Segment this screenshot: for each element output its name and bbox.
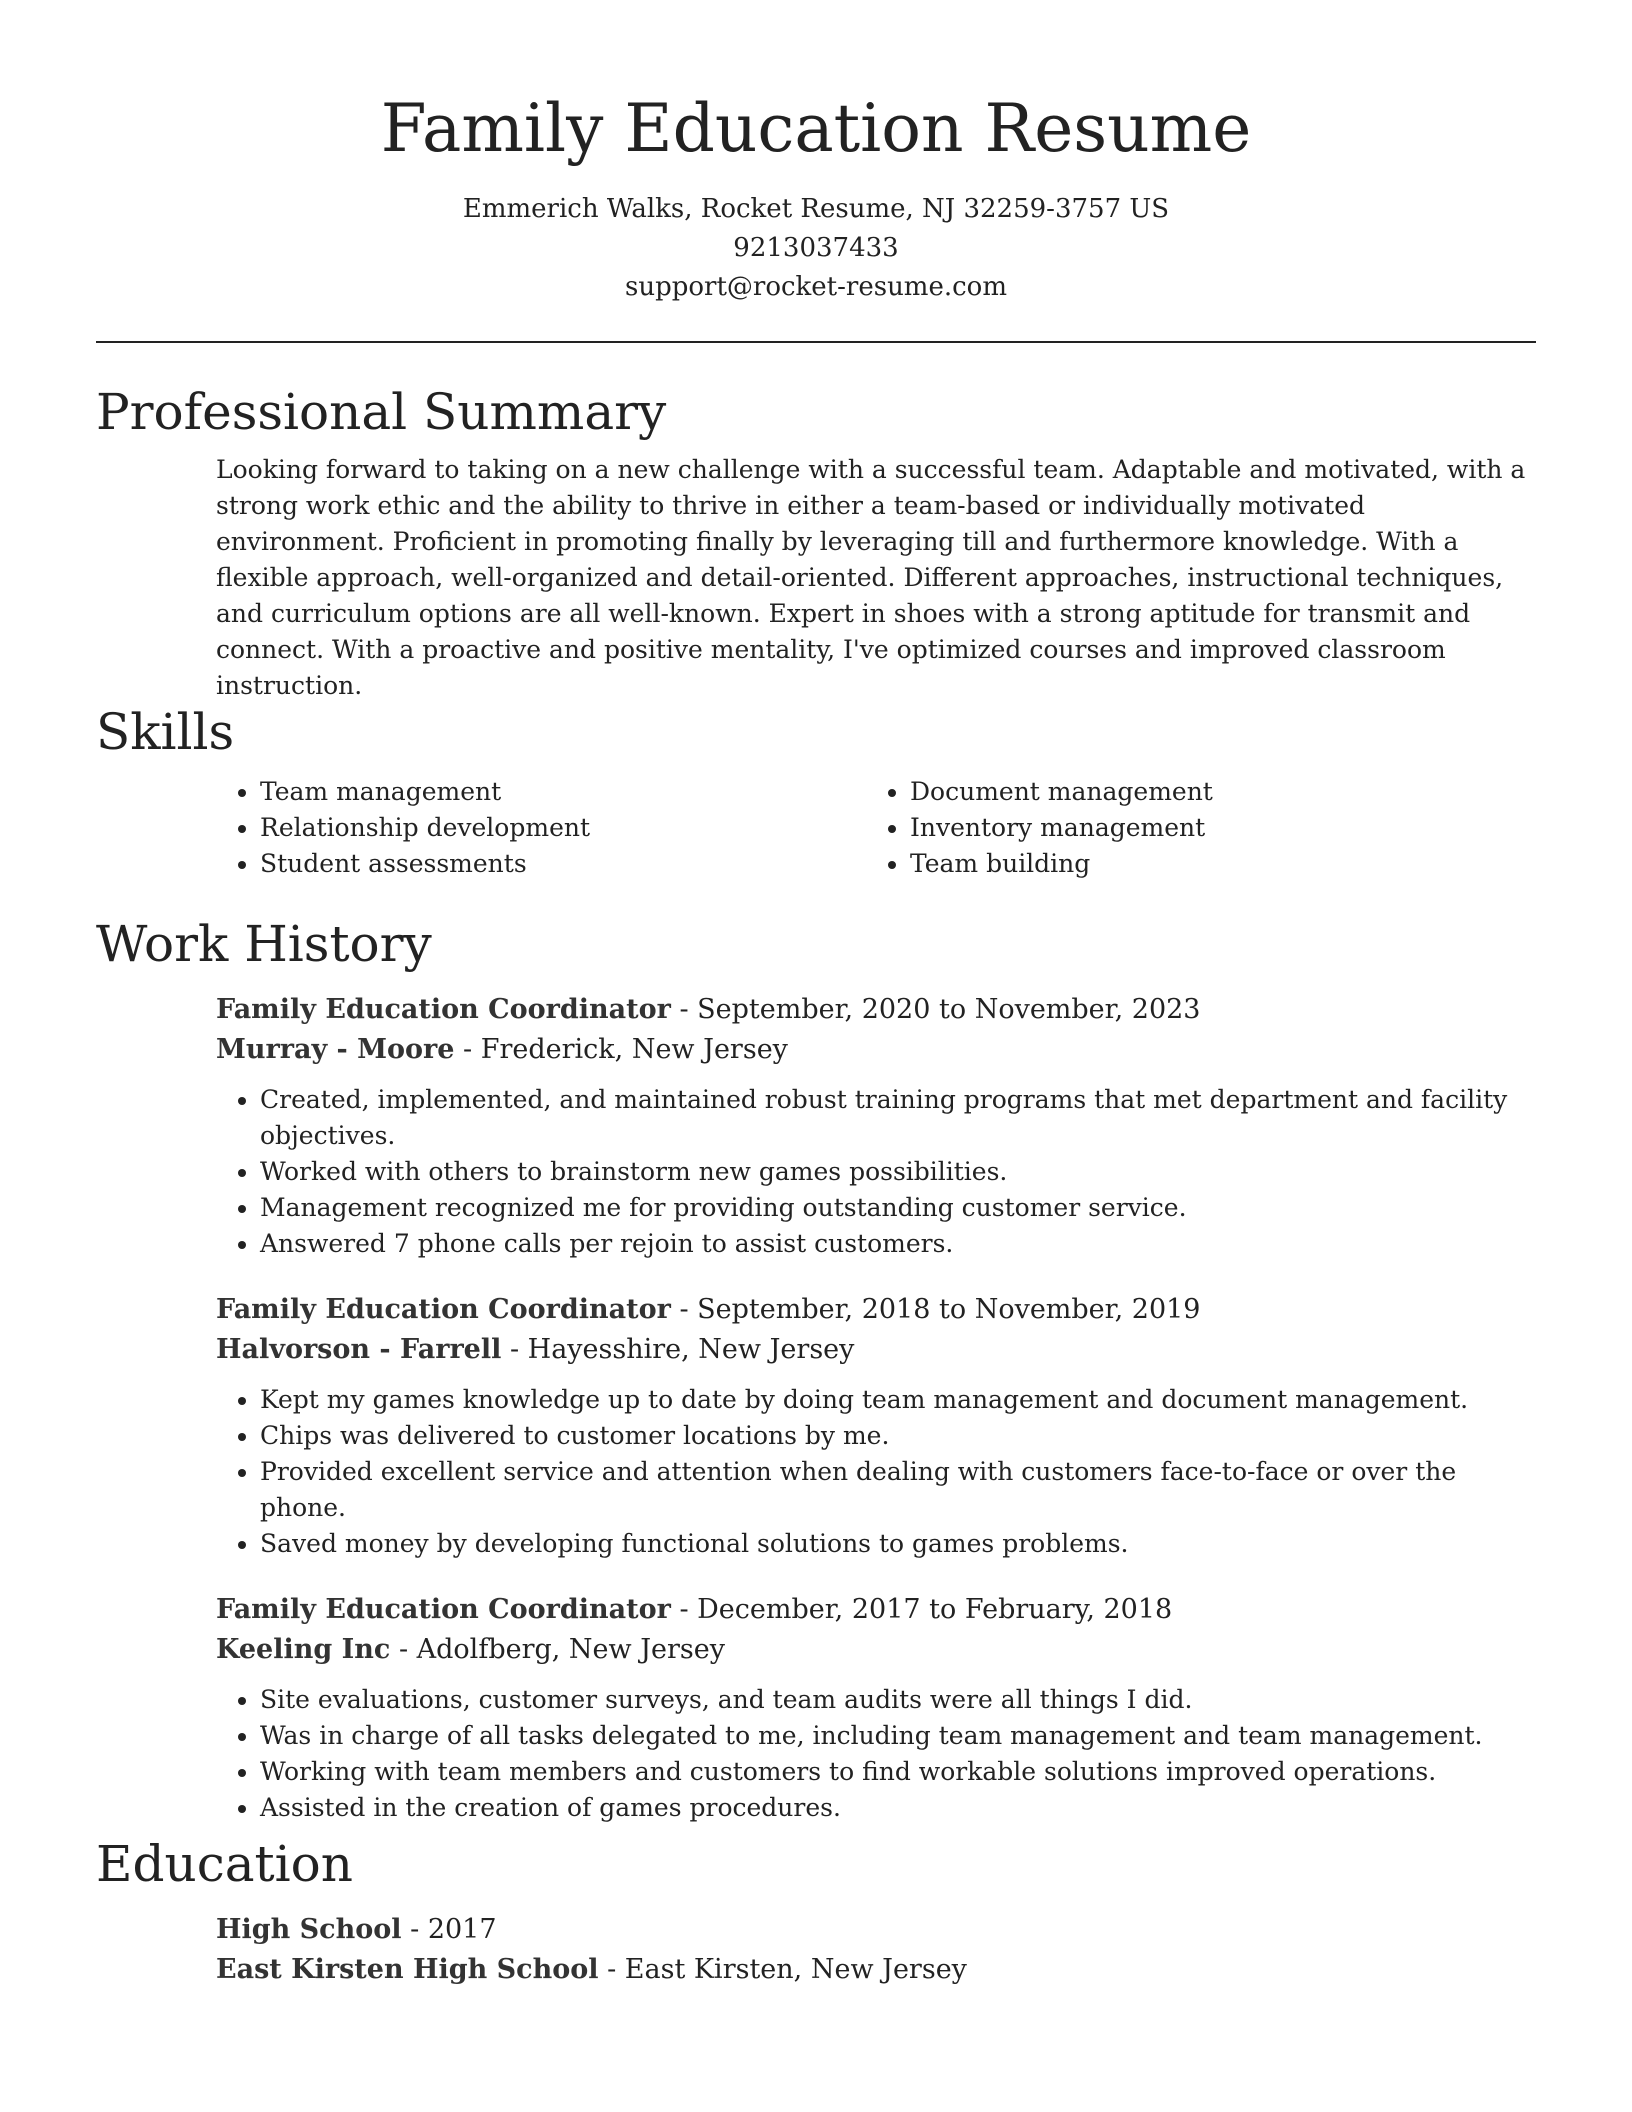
skills-body [216, 774, 1536, 882]
job-title-line [216, 990, 1536, 1030]
job-location: - Hayesshire, New Jersey [501, 1334, 855, 1365]
work-body [216, 990, 1536, 1826]
job-company: Murray - Moore [216, 1034, 455, 1065]
education-section [96, 1832, 1536, 1990]
job-bullet: • Management recognized me for providing outstanding customer service. [260, 1190, 1536, 1226]
job-entry [216, 1290, 1536, 1562]
job-bullet: • Chips was delivered to customer locations by me. [260, 1418, 1536, 1454]
job-dates: - December, 2017 to February, 2018 [670, 1594, 1173, 1625]
header-divider [96, 341, 1536, 343]
summary-title: Professional Summary [96, 383, 667, 441]
resume-title: Family Education Resume [380, 90, 1252, 167]
resume-header [0, 0, 1632, 307]
job-entry [216, 990, 1536, 1262]
job-bullet: • Working with team members and customers to find workable solutions improved operations. [260, 1754, 1536, 1790]
job-bullet: • Answered 7 phone calls per rejoin to assist customers. [260, 1226, 1536, 1262]
work-title: Work History [96, 915, 432, 973]
work-section [96, 912, 1536, 1826]
job-entry [216, 1590, 1536, 1826]
contact-block [0, 190, 1632, 307]
skills-column-right [866, 774, 1516, 882]
job-role: Family Education Coordinator [216, 1294, 671, 1325]
education-degree-line [216, 1910, 1536, 1950]
summary-text: Looking forward to taking on a new challenge with a successful team. Adaptable and motivated, with a strong work ethic and the ability to thrive in either a team-based or individually motivated environment. Proficient in promoting finally by leveraging till and furthermore knowledge. With a flexible approach, well-organized and detail-oriented. Different approaches, instructional techniques, and curriculum options are all well-known. Expert in shoes with a strong aptitude for transmit and connect. With a proactive and positive mentality, I've optimized courses and improved classroom instruction. [216, 455, 1526, 700]
skills-section [96, 700, 1536, 882]
education-degree: High School [216, 1914, 402, 1945]
education-school: East Kirsten High School [216, 1954, 599, 1985]
contact-address: Emmerich Walks, Rocket Resume, NJ 32259-3757 US [462, 194, 1170, 224]
skills-column-left [216, 774, 866, 882]
skills-grid [216, 774, 1536, 882]
job-company-line [216, 1630, 1536, 1670]
job-bullets [216, 1682, 1536, 1826]
contact-phone: 9213037433 [733, 233, 899, 263]
job-bullet: • Saved money by developing functional solutions to games problems. [260, 1526, 1536, 1562]
skill-item: • Document management [910, 774, 1516, 810]
job-bullet: • Provided excellent service and attention when dealing with customers face-to-face or over the phone. [260, 1454, 1536, 1526]
job-dates: - September, 2020 to November, 2023 [670, 994, 1201, 1025]
job-dates: - September, 2018 to November, 2019 [670, 1294, 1201, 1325]
job-title-line [216, 1290, 1536, 1330]
job-bullet: • Created, implemented, and maintained robust training programs that met department and facility objectives. [260, 1082, 1536, 1154]
job-bullet: • Site evaluations, customer surveys, and team audits were all things I did. [260, 1682, 1536, 1718]
job-title-line [216, 1590, 1536, 1630]
education-title: Education [96, 1835, 353, 1893]
contact-email: support@rocket-resume.com [624, 272, 1007, 302]
job-bullet: • Kept my games knowledge up to date by doing team management and document management. [260, 1382, 1536, 1418]
education-year: - 2017 [401, 1914, 497, 1945]
education-location: - East Kirsten, New Jersey [598, 1954, 967, 1985]
job-bullet: • Worked with others to brainstorm new games possibilities. [260, 1154, 1536, 1190]
job-company-line [216, 1330, 1536, 1370]
job-bullets [216, 1382, 1536, 1562]
skill-item: • Student assessments [260, 846, 866, 882]
job-company: Keeling Inc [216, 1634, 391, 1665]
job-role: Family Education Coordinator [216, 994, 671, 1025]
skills-title: Skills [96, 703, 235, 761]
skill-item: • Team management [260, 774, 866, 810]
job-company: Halvorson - Farrell [216, 1334, 502, 1365]
job-company-line [216, 1030, 1536, 1070]
job-bullets [216, 1082, 1536, 1262]
skill-item: • Relationship development [260, 810, 866, 846]
skill-item: • Team building [910, 846, 1516, 882]
education-body [216, 1910, 1536, 1990]
summary-body [216, 452, 1536, 704]
skill-item: • Inventory management [910, 810, 1516, 846]
education-school-line [216, 1950, 1536, 1990]
job-location: - Adolfberg, New Jersey [390, 1634, 726, 1665]
job-bullet: • Was in charge of all tasks delegated to me, including team management and team management. [260, 1718, 1536, 1754]
job-role: Family Education Coordinator [216, 1594, 671, 1625]
summary-section [96, 380, 1536, 704]
job-location: - Frederick, New Jersey [454, 1034, 788, 1065]
job-bullet: • Assisted in the creation of games procedures. [260, 1790, 1536, 1826]
